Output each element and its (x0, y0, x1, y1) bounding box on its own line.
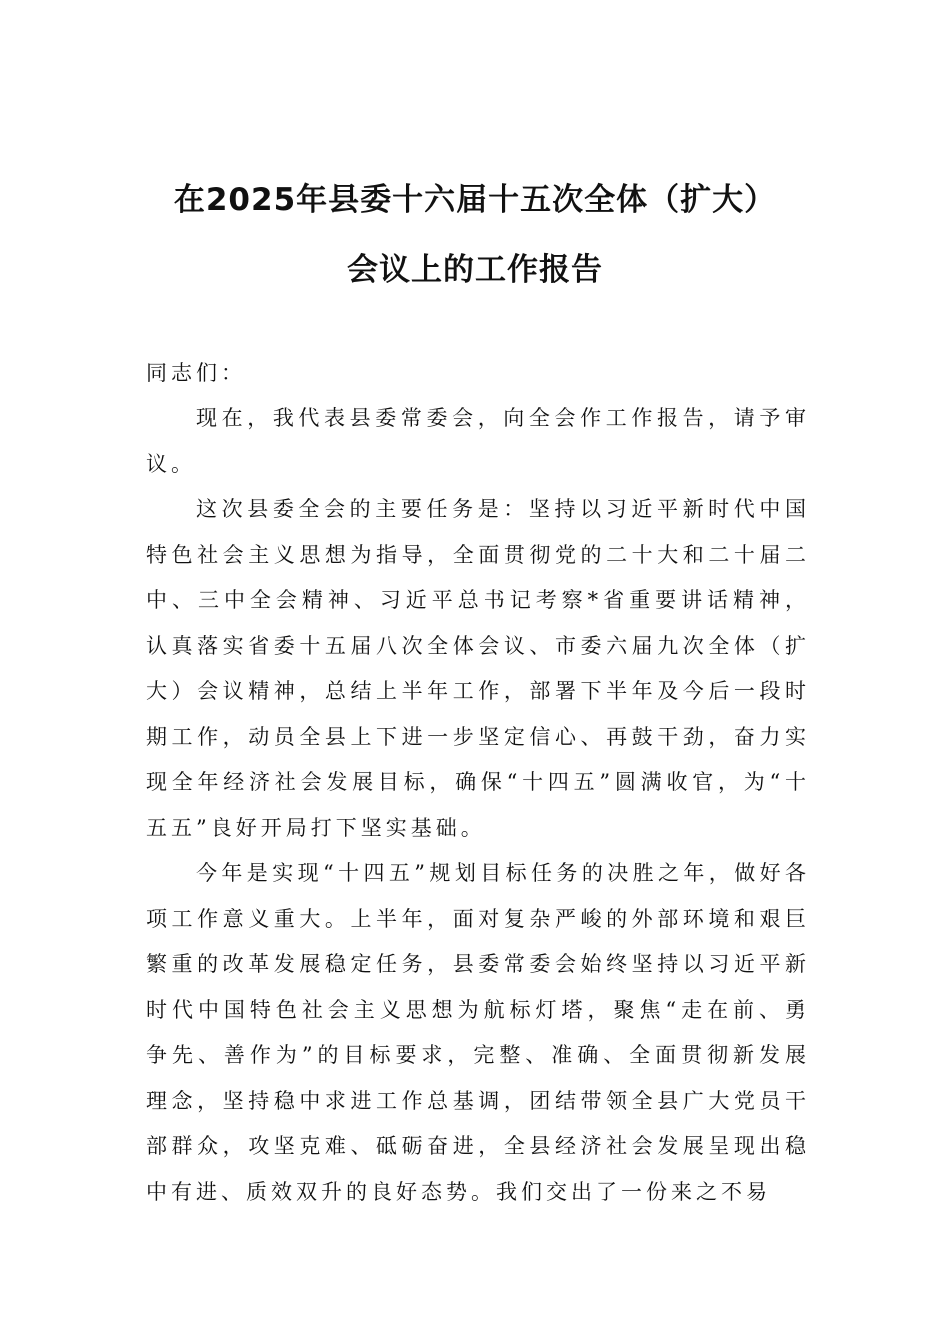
document-title-line-1: 在2025年县委十六届十五次全体（扩大） (173, 182, 777, 218)
salutation: 同志们： (146, 361, 246, 385)
document-body (146, 396, 810, 1215)
paragraph-1: 现在，我代表县委常委会，向全会作工作报告，请予审议。 (146, 406, 810, 476)
document-title-line-2: 会议上的工作报告 (347, 252, 603, 288)
paragraph-2: 这次县委全会的主要任务是：坚持以习近平新时代中国特色社会主义思想为指导，全面贯彻党的二十大和二十届二中、三中全会精神、习近平总书记考察*省重要讲话精神，认真落实省委十五届八次全体会议、市委六届九次全体（扩大）会议精神，总结上半年工作，部署下半年及今后一段时期工作，动员全县上下进一步坚定信心、再鼓干劲，奋力实现全年经济社会发展目标，确保“十四五”圆满收官，为“十五五”良好开局打下坚实基础。 (146, 497, 810, 840)
paragraph-3: 今年是实现“十四五”规划目标任务的决胜之年，做好各项工作意义重大。上半年，面对复杂严峻的外部环境和艰巨繁重的改革发展稳定任务，县委常委会始终坚持以习近平新时代中国特色社会主义思想为航标灯塔，聚焦“走在前、勇争先、善作为”的目标要求，完整、准确、全面贯彻新发展理念，坚持稳中求进工作总基调，团结带领全县广大党员干部群众，攻坚克难、砥砺奋进，全县经济社会发展呈现出稳中有进、质效双升的良好态势。我们交出了一份来之不易 (146, 861, 810, 1204)
